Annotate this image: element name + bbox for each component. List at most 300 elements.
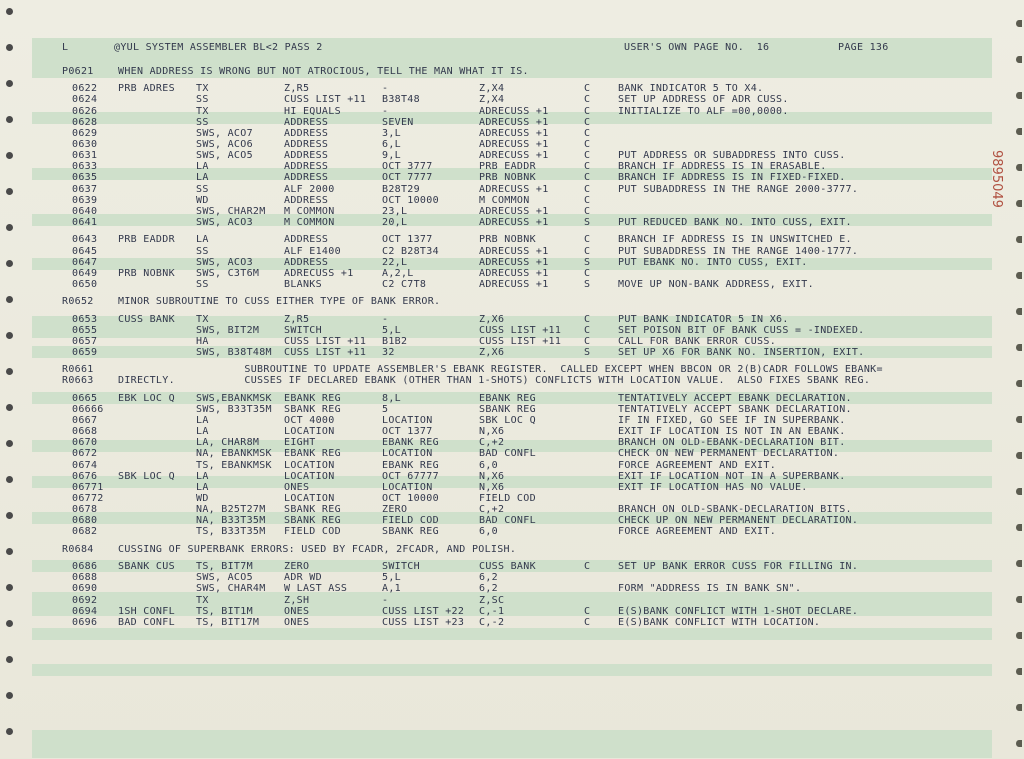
flag: C — [584, 139, 591, 150]
comment: EXIT IF LOCATION IS NOT IN AN EBANK. — [618, 426, 846, 437]
listing-code-line — [32, 106, 992, 117]
listing-code-line — [32, 128, 992, 139]
listing-code-line — [32, 504, 992, 515]
operand-1: LOCATION — [284, 426, 335, 437]
opcode: SS — [196, 279, 209, 290]
operand-3: C,+2 — [479, 504, 505, 515]
operand-1: CUSS LIST +11 — [284, 94, 367, 105]
operand-1: SWITCH — [284, 325, 322, 336]
line-number: 0690 — [72, 583, 98, 594]
operand-3: Z,X4 — [479, 94, 505, 105]
line-number: 0645 — [72, 246, 98, 257]
operand-1: OCT 4000 — [284, 415, 335, 426]
operand-3: ADRECUSS +1 — [479, 139, 549, 150]
opcode: TX — [196, 106, 209, 117]
tractor-hole — [6, 296, 13, 303]
comment: PUT EBANK NO. INTO CUSS, EXIT. — [618, 257, 808, 268]
opcode: SWS, B33T35M — [196, 404, 272, 415]
operand-3: CUSS LIST +11 — [479, 336, 562, 347]
line-number: 0674 — [72, 460, 98, 471]
flag: S — [584, 279, 591, 290]
line-number: 0649 — [72, 268, 98, 279]
line-number: 0622 — [72, 83, 98, 94]
line-number: 0672 — [72, 448, 98, 459]
comment: PUT BANK INDICATOR 5 IN X6. — [618, 314, 789, 325]
flag: C — [584, 336, 591, 347]
operand-3: ADRECUSS +1 — [479, 128, 549, 139]
opcode: HA — [196, 336, 209, 347]
operand-3: ADRECUSS +1 — [479, 246, 549, 257]
operand-1: W LAST ASS — [284, 583, 348, 594]
line-number: 0640 — [72, 206, 98, 217]
line-number: 06771 — [72, 482, 104, 493]
line-number: 0647 — [72, 257, 98, 268]
tractor-hole — [1016, 236, 1022, 243]
operand-1: ALF E1400 — [284, 246, 341, 257]
comment: E(S)BANK CONFLICT WITH LOCATION. — [618, 617, 821, 628]
operand-3: CUSS BANK — [479, 561, 536, 572]
tractor-hole — [6, 656, 13, 663]
margin-stamp: 9895049 — [989, 150, 1004, 208]
comment: SET UP BANK ERROR CUSS FOR FILLING IN. — [618, 561, 859, 572]
listing-code-line — [32, 595, 992, 606]
comment: FORM "ADDRESS IS IN BANK SN". — [618, 583, 802, 594]
comment: BRANCH IF ADDRESS IS IN UNSWITCHED E. — [618, 234, 852, 245]
operand-3: Z,SC — [479, 595, 505, 606]
listing-code-line — [32, 437, 992, 448]
listing-code-line — [32, 572, 992, 583]
comment: EXIT IF LOCATION HAS NO VALUE. — [618, 482, 808, 493]
tractor-hole — [1016, 92, 1022, 99]
operand-2: 5 — [382, 404, 389, 415]
listing-code-line — [32, 206, 992, 217]
flag: S — [584, 347, 591, 358]
flag: C — [584, 83, 591, 94]
line-number: 0655 — [72, 325, 98, 336]
operand-3: ADRECUSS +1 — [479, 106, 549, 117]
tractor-hole — [1016, 668, 1022, 675]
tractor-hole — [6, 476, 13, 483]
line-number: R0661 — [62, 364, 94, 375]
operand-2: 5,L — [382, 325, 401, 336]
symbol-label: 1SH CONFL — [118, 606, 175, 617]
operand-2: SWITCH — [382, 561, 420, 572]
operand-2: B28T29 — [382, 184, 420, 195]
opcode: TX — [196, 83, 209, 94]
line-number: 0626 — [72, 106, 98, 117]
listing-code-line — [32, 336, 992, 347]
operand-2: C2 C7T8 — [382, 279, 427, 290]
operand-1: LOCATION — [284, 471, 335, 482]
operand-1: ONES — [284, 617, 310, 628]
opcode: WD — [196, 493, 209, 504]
comment: TENTATIVELY ACCEPT SBANK DECLARATION. — [618, 404, 852, 415]
line-number: 0653 — [72, 314, 98, 325]
flag: C — [584, 172, 591, 183]
left-tractor-holes — [4, 0, 16, 755]
operand-1: Z,SH — [284, 595, 310, 606]
operand-2: C2 B28T34 — [382, 246, 439, 257]
operand-2: - — [382, 314, 389, 325]
green-bar-band — [32, 664, 992, 676]
listing-code-line — [32, 234, 992, 245]
line-number: R0684 — [62, 544, 94, 555]
tractor-hole — [6, 368, 13, 375]
flag: S — [584, 257, 591, 268]
operand-2: CUSS LIST +22 — [382, 606, 465, 617]
line-number: 0630 — [72, 139, 98, 150]
operand-3: PRB NOBNK — [479, 172, 536, 183]
comment: CHECK ON NEW PERMANENT DECLARATION. — [618, 448, 840, 459]
tractor-hole — [6, 116, 13, 123]
comment: FORCE AGREEMENT AND EXIT. — [618, 526, 777, 537]
opcode: SWS, ACO5 — [196, 150, 253, 161]
symbol-label: PRB NOBNK — [118, 268, 175, 279]
flag: C — [584, 206, 591, 217]
line-number: 0694 — [72, 606, 98, 617]
operand-2: OCT 3777 — [382, 161, 433, 172]
header-title: @YUL SYSTEM ASSEMBLER BL<2 PASS 2 — [114, 42, 323, 53]
operand-1: M COMMON — [284, 206, 335, 217]
flag: C — [584, 184, 591, 195]
tractor-hole — [1016, 344, 1022, 351]
tractor-hole — [6, 620, 13, 627]
operand-1: ALF 2000 — [284, 184, 335, 195]
line-number: 0643 — [72, 234, 98, 245]
listing-code-line — [32, 460, 992, 471]
listing-code-line — [32, 195, 992, 206]
operand-1: ADDRESS — [284, 234, 329, 245]
flag: C — [584, 246, 591, 257]
comment: CALL FOR BANK ERROR CUSS. — [618, 336, 777, 347]
opcode: SWS, ACO3 — [196, 257, 253, 268]
operand-3: C,-1 — [479, 606, 505, 617]
listing-code-line — [32, 117, 992, 128]
operand-1: SBANK REG — [284, 404, 341, 415]
comment: PUT SUBADDRESS IN THE RANGE 1400-1777. — [618, 246, 859, 257]
operand-2: 20,L — [382, 217, 408, 228]
opcode: LA — [196, 415, 209, 426]
listing-code-line — [32, 561, 992, 572]
tractor-hole — [6, 152, 13, 159]
operand-1: ADDRESS — [284, 195, 329, 206]
green-bar-band — [32, 628, 992, 640]
line-number: 0667 — [72, 415, 98, 426]
tractor-hole — [6, 8, 13, 15]
operand-2: 32 — [382, 347, 395, 358]
listing-code-line — [32, 471, 992, 482]
tractor-hole — [1016, 560, 1022, 567]
operand-1: LOCATION — [284, 460, 335, 471]
listing-code-line — [32, 515, 992, 526]
note-text: DIRECTLY. CUSSES IF DECLARED EBANK (OTHER THAN 1-SHOTS) CONFLICTS WITH LOCATION VALUE. ALSO FIXES SBANK REG. — [118, 375, 871, 386]
listing-code-line — [32, 150, 992, 161]
operand-2: 5,L — [382, 572, 401, 583]
comment: BRANCH IF ADDRESS IS IN FIXED-FIXED. — [618, 172, 846, 183]
tractor-hole — [1016, 452, 1022, 459]
operand-2: SBANK REG — [382, 526, 439, 537]
flag: C — [584, 161, 591, 172]
operand-3: 6,2 — [479, 583, 498, 594]
operand-2: OCT 7777 — [382, 172, 433, 183]
operand-2: A,2,L — [382, 268, 414, 279]
symbol-label: CUSS BANK — [118, 314, 175, 325]
opcode: SWS, C3T6M — [196, 268, 260, 279]
operand-3: 6,0 — [479, 526, 498, 537]
opcode: TS, BIT17M — [196, 617, 260, 628]
operand-3: ADRECUSS +1 — [479, 117, 549, 128]
operand-3: SBK LOC Q — [479, 415, 536, 426]
line-number: 0678 — [72, 504, 98, 515]
line-number: 0631 — [72, 150, 98, 161]
operand-2: B38T48 — [382, 94, 420, 105]
opcode: TS, BIT1M — [196, 606, 253, 617]
line-number: 0670 — [72, 437, 98, 448]
operand-3: 6,2 — [479, 572, 498, 583]
opcode: SWS, ACO3 — [196, 217, 253, 228]
listing-note-line — [32, 364, 992, 375]
listing-code-line — [32, 314, 992, 325]
opcode: LA — [196, 471, 209, 482]
tractor-hole — [6, 332, 13, 339]
line-number: 0624 — [72, 94, 98, 105]
operand-1: ADRECUSS +1 — [284, 268, 354, 279]
operand-2: OCT 1377 — [382, 426, 433, 437]
flag: C — [584, 268, 591, 279]
operand-3: Z,X6 — [479, 347, 505, 358]
operand-2: EBANK REG — [382, 460, 439, 471]
note-text: MINOR SUBROUTINE TO CUSS EITHER TYPE OF BANK ERROR. — [118, 296, 441, 307]
opcode: TX — [196, 314, 209, 325]
operand-2: LOCATION — [382, 448, 433, 459]
operand-2: OCT 67777 — [382, 471, 439, 482]
flag: C — [584, 606, 591, 617]
operand-2: - — [382, 83, 389, 94]
operand-3: N,X6 — [479, 471, 505, 482]
line-number: 0692 — [72, 595, 98, 606]
line-number: 0680 — [72, 515, 98, 526]
tractor-hole — [1016, 56, 1022, 63]
comment: SET UP ADDRESS OF ADR CUSS. — [618, 94, 789, 105]
opcode: SWS, CHAR2M — [196, 206, 266, 217]
operand-1: EBANK REG — [284, 393, 341, 404]
tractor-hole — [1016, 488, 1022, 495]
listing-code-line — [32, 217, 992, 228]
comment: PUT ADDRESS OR SUBADDRESS INTO CUSS. — [618, 150, 846, 161]
listing-code-line — [32, 606, 992, 617]
flag: C — [584, 94, 591, 105]
line-number: 06772 — [72, 493, 104, 504]
operand-3: EBANK REG — [479, 393, 536, 404]
opcode: LA — [196, 234, 209, 245]
listing-code-line — [32, 482, 992, 493]
operand-3: ADRECUSS +1 — [479, 206, 549, 217]
operand-1: ADDRESS — [284, 161, 329, 172]
operand-3: SBANK REG — [479, 404, 536, 415]
operand-1: EBANK REG — [284, 448, 341, 459]
tractor-hole — [1016, 524, 1022, 531]
line-number: 0688 — [72, 572, 98, 583]
operand-2: SEVEN — [382, 117, 414, 128]
opcode: NA, B25T27M — [196, 504, 266, 515]
listing-note-line — [32, 375, 992, 386]
opcode: SWS,EBANKMSK — [196, 393, 272, 404]
opcode: SS — [196, 117, 209, 128]
opcode: NA, B33T35M — [196, 515, 266, 526]
operand-3: C,-2 — [479, 617, 505, 628]
comment: PUT REDUCED BANK NO. INTO CUSS, EXIT. — [618, 217, 852, 228]
line-number: 06666 — [72, 404, 104, 415]
operand-2: OCT 10000 — [382, 195, 439, 206]
operand-2: 22,L — [382, 257, 408, 268]
opcode: SWS, CHAR4M — [196, 583, 266, 594]
listing-code-line — [32, 83, 992, 94]
note-text: WHEN ADDRESS IS WRONG BUT NOT ATROCIOUS, TELL THE MAN WHAT IT IS. — [118, 66, 529, 77]
line-number: 0639 — [72, 195, 98, 206]
operand-3: ADRECUSS +1 — [479, 279, 549, 290]
tractor-hole — [6, 80, 13, 87]
listing-note-line — [32, 66, 992, 77]
line-number: 0668 — [72, 426, 98, 437]
listing-code-line — [32, 257, 992, 268]
header-page-number: PAGE 136 — [838, 42, 889, 53]
line-number: 0686 — [72, 561, 98, 572]
tractor-hole — [1016, 164, 1022, 171]
operand-1: ADDRESS — [284, 139, 329, 150]
line-number: 0659 — [72, 347, 98, 358]
tractor-hole — [1016, 704, 1022, 711]
operand-2: 3,L — [382, 128, 401, 139]
operand-2: FIELD COD — [382, 515, 439, 526]
note-text: SUBROUTINE TO UPDATE ASSEMBLER'S EBANK REGISTER. CALLED EXCEPT WHEN BBCON OR 2(B)CADR FOLLOWS EBANK= — [118, 364, 883, 375]
operand-2: - — [382, 106, 389, 117]
symbol-label: SBANK CUS — [118, 561, 175, 572]
opcode: SS — [196, 246, 209, 257]
listing-code-line — [32, 184, 992, 195]
operand-2: 6,L — [382, 139, 401, 150]
tractor-hole — [6, 44, 13, 51]
opcode: SWS, ACO5 — [196, 572, 253, 583]
operand-3: Z,X6 — [479, 314, 505, 325]
line-number: 0665 — [72, 393, 98, 404]
right-tractor-holes — [1016, 0, 1024, 755]
listing-code-line — [32, 347, 992, 358]
operand-3: ADRECUSS +1 — [479, 257, 549, 268]
operand-1: ADR WD — [284, 572, 322, 583]
operand-2: ZERO — [382, 504, 408, 515]
note-text: CUSSING OF SUPERBANK ERRORS: USED BY FCADR, 2FCADR, AND POLISH. — [118, 544, 517, 555]
listing-code-line — [32, 393, 992, 404]
operand-1: ADDRESS — [284, 117, 329, 128]
line-number: 0628 — [72, 117, 98, 128]
listing-code-line — [32, 448, 992, 459]
listing-code-line — [32, 415, 992, 426]
operand-1: BLANKS — [284, 279, 322, 290]
tractor-hole — [6, 260, 13, 267]
operand-2: 8,L — [382, 393, 401, 404]
symbol-label: BAD CONFL — [118, 617, 175, 628]
tractor-hole — [1016, 308, 1022, 315]
operand-1: EIGHT — [284, 437, 316, 448]
opcode: TS, EBANKMSK — [196, 460, 272, 471]
flag: S — [584, 217, 591, 228]
line-number: 0641 — [72, 217, 98, 228]
comment: INITIALIZE TO ALF =00,0000. — [618, 106, 789, 117]
line-number: 0633 — [72, 161, 98, 172]
tractor-hole — [6, 188, 13, 195]
operand-3: M COMMON — [479, 195, 530, 206]
operand-1: ADDRESS — [284, 172, 329, 183]
tractor-hole — [1016, 740, 1022, 747]
operand-3: C,+2 — [479, 437, 505, 448]
line-number: 0629 — [72, 128, 98, 139]
opcode: NA, EBANKMSK — [196, 448, 272, 459]
line-number: 0676 — [72, 471, 98, 482]
tractor-hole — [1016, 632, 1022, 639]
operand-3: ADRECUSS +1 — [479, 268, 549, 279]
operand-2: CUSS LIST +23 — [382, 617, 465, 628]
flag: C — [584, 117, 591, 128]
comment: BRANCH ON OLD-SBANK-DECLARATION BITS. — [618, 504, 852, 515]
comment: MOVE UP NON-BANK ADDRESS, EXIT. — [618, 279, 814, 290]
opcode: SS — [196, 94, 209, 105]
flag: C — [584, 561, 591, 572]
comment: PUT SUBADDRESS IN THE RANGE 2000-3777. — [618, 184, 859, 195]
operand-3: BAD CONFL — [479, 448, 536, 459]
flag: C — [584, 617, 591, 628]
listing-code-line — [32, 94, 992, 105]
operand-3: N,X6 — [479, 482, 505, 493]
tractor-hole — [6, 512, 13, 519]
line-number: 0637 — [72, 184, 98, 195]
opcode: TS, B33T35M — [196, 526, 266, 537]
listing-code-line — [32, 617, 992, 628]
operand-1: ONES — [284, 482, 310, 493]
symbol-label: EBK LOC Q — [118, 393, 175, 404]
listing-note-line — [32, 544, 992, 555]
tractor-hole — [6, 548, 13, 555]
comment: BANK INDICATOR 5 TO X4. — [618, 83, 764, 94]
operand-3: BAD CONFL — [479, 515, 536, 526]
operand-1: ONES — [284, 606, 310, 617]
operand-1: LOCATION — [284, 493, 335, 504]
comment: BRANCH IF ADDRESS IS IN ERASABLE. — [618, 161, 827, 172]
listing-code-line — [32, 139, 992, 150]
operand-2: B1B2 — [382, 336, 408, 347]
comment: TENTATIVELY ACCEPT EBANK DECLARATION. — [618, 393, 852, 404]
comment: SET UP X6 FOR BANK NO. INSERTION, EXIT. — [618, 347, 865, 358]
line-number: 0657 — [72, 336, 98, 347]
opcode: SWS, BIT2M — [196, 325, 260, 336]
listing-code-line — [32, 325, 992, 336]
line-number: R0663 — [62, 375, 94, 386]
listing-code-line — [32, 172, 992, 183]
tractor-hole — [6, 404, 13, 411]
comment: CHECK UP ON NEW PERMANENT DECLARATION. — [618, 515, 859, 526]
comment: E(S)BANK CONFLICT WITH 1-SHOT DECLARE. — [618, 606, 859, 617]
opcode: LA — [196, 426, 209, 437]
listing-code-line — [32, 279, 992, 290]
operand-3: ADRECUSS +1 — [479, 150, 549, 161]
listing-code-line — [32, 426, 992, 437]
comment: FORCE AGREEMENT AND EXIT. — [618, 460, 777, 471]
tractor-hole — [1016, 272, 1022, 279]
line-number: R0652 — [62, 296, 94, 307]
operand-2: 9,L — [382, 150, 401, 161]
operand-3: PRB NOBNK — [479, 234, 536, 245]
flag: C — [584, 150, 591, 161]
opcode: TX — [196, 595, 209, 606]
